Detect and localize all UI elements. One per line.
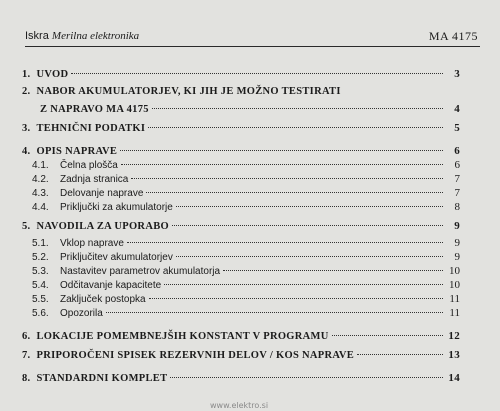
toc-number: 5.3. (32, 266, 49, 277)
toc-title: Delovanje naprave (60, 188, 144, 199)
brand-division: Merilna elektronika (51, 30, 140, 42)
toc-subentry[interactable] (22, 293, 460, 305)
footer-watermark: www.elektro.si (210, 401, 269, 410)
toc-page-number: 12 (448, 330, 460, 342)
model-label: MA 4175 (428, 29, 478, 43)
toc-page-number: 13 (448, 349, 460, 361)
toc-number: 8. (22, 373, 31, 384)
toc-subentry[interactable] (22, 265, 460, 277)
toc-page-number: 4 (454, 103, 460, 115)
toc-title: LOKACIJE POMEMBNEJŠIH KONSTANT V PROGRAMU (36, 331, 329, 342)
toc-entry[interactable] (22, 372, 460, 384)
toc-number: 4.3. (32, 188, 49, 199)
toc-number: 7. (22, 350, 31, 361)
toc-title: NAVODILA ZA UPORABO (36, 221, 169, 232)
toc-title: TEHNIČNI PODATKI (36, 123, 146, 134)
toc-number: 5.5. (32, 294, 49, 305)
toc-page-number: 8 (454, 201, 460, 213)
toc-title: OPIS NAPRAVE (36, 146, 118, 157)
toc-subentry[interactable] (22, 251, 460, 263)
toc-subentry[interactable] (22, 307, 460, 319)
toc-entry[interactable] (22, 145, 460, 157)
toc-subentry[interactable] (22, 279, 460, 291)
dot-leader (172, 225, 443, 226)
toc-number: 1. (22, 69, 31, 80)
toc-page-number: 11 (449, 293, 460, 305)
toc-number: 3. (22, 123, 31, 134)
toc-number: 5.1. (32, 238, 49, 249)
toc-page-number: 6 (454, 159, 460, 171)
toc-subentry[interactable] (22, 201, 460, 213)
toc-title: NABOR AKUMULATORJEV, KI JIH JE MOŽNO TESTIRATI (36, 86, 341, 97)
dot-leader (146, 192, 443, 193)
brand-label (25, 30, 139, 42)
dot-leader (152, 108, 443, 109)
toc-title: Nastavitev parametrov akumulatorja (60, 266, 221, 277)
toc-page-number: 11 (449, 307, 460, 319)
toc-subentry[interactable] (22, 173, 460, 185)
toc-page-number: 14 (448, 372, 460, 384)
dot-leader (176, 256, 443, 257)
toc-number: 4.4. (32, 202, 49, 213)
toc-title: Odčitavanje kapacitete (60, 280, 162, 291)
toc-title: Zadnja stranica (60, 174, 129, 185)
toc-number: 5.4. (32, 280, 49, 291)
toc-entry[interactable] (22, 220, 460, 232)
toc-number: 4.2. (32, 174, 49, 185)
dot-leader (332, 335, 443, 336)
toc-page-number: 9 (454, 237, 460, 249)
dot-leader (131, 178, 443, 179)
toc-page-number: 7 (454, 173, 460, 185)
dot-leader (164, 284, 443, 285)
toc-title: Priključki za akumulatorje (60, 202, 173, 213)
toc-page-number: 10 (449, 279, 460, 291)
toc-entry[interactable] (22, 68, 460, 80)
toc-title: Z NAPRAVO MA 4175 (40, 104, 149, 115)
dot-leader (170, 377, 443, 378)
toc-title: Čelna plošča (60, 160, 118, 171)
toc-page-number: 5 (454, 122, 460, 134)
dot-leader (121, 164, 443, 165)
toc-entry[interactable] (22, 86, 460, 97)
toc-entry[interactable] (22, 330, 460, 342)
toc-title: STANDARDNI KOMPLET (36, 373, 168, 384)
dot-leader (71, 73, 443, 74)
page-header (25, 26, 480, 47)
toc-entry[interactable] (22, 103, 460, 115)
dot-leader (223, 270, 443, 271)
toc-page-number: 9 (454, 251, 460, 263)
dot-leader (106, 312, 443, 313)
toc-subentry[interactable] (22, 187, 460, 199)
dot-leader (148, 127, 443, 128)
toc-number: 6. (22, 331, 31, 342)
dot-leader (357, 354, 443, 355)
toc-title: UVOD (36, 69, 69, 80)
toc-number: 2. (22, 86, 31, 97)
toc-page-number: 3 (454, 68, 460, 80)
toc-title: Priključitev akumulatorjev (60, 252, 173, 263)
brand-name: Iskra (25, 30, 49, 42)
toc-page-number: 6 (454, 145, 460, 157)
toc-entry[interactable] (22, 122, 460, 134)
dot-leader (176, 206, 443, 207)
toc-number: 4. (22, 146, 31, 157)
toc-number: 4.1. (32, 160, 49, 171)
toc-number: 5.2. (32, 252, 49, 263)
toc-page-number: 10 (449, 265, 460, 277)
toc-title: PRIPOROČENI SPISEK REZERVNIH DELOV / KOS NAPRAVE (36, 350, 355, 361)
toc-subentry[interactable] (22, 159, 460, 171)
dot-leader (127, 242, 443, 243)
toc-title: Opozorila (60, 308, 103, 319)
toc-page-number: 7 (454, 187, 460, 199)
toc-number: 5.6. (32, 308, 49, 319)
toc-subentry[interactable] (22, 237, 460, 249)
toc-title: Vklop naprave (60, 238, 124, 249)
dot-leader (149, 298, 443, 299)
toc-entry[interactable] (22, 349, 460, 361)
dot-leader (120, 150, 443, 151)
toc-page-number: 9 (454, 220, 460, 232)
toc-title: Zaključek postopka (60, 294, 146, 305)
toc-number: 5. (22, 221, 31, 232)
